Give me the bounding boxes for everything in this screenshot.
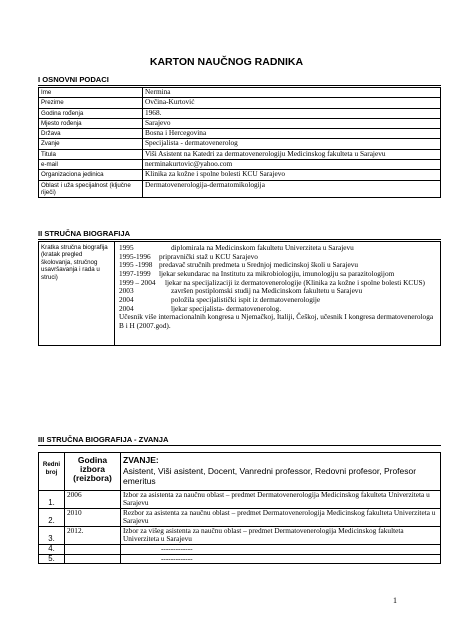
table-row [39, 508, 441, 526]
table-row [39, 180, 441, 198]
field-label: Organizaciona jedinica [39, 170, 143, 180]
row-year: 2006 [65, 490, 121, 508]
page-number: 1 [393, 596, 397, 605]
field-label: e-mail [39, 160, 143, 170]
section-divider [38, 85, 441, 86]
table-row [39, 98, 441, 108]
row-title: Rezbor za asistenta za naučnu oblast – predmet Dermatovenerologija Medicinskog fakulteta Univerziteta u Sarajevu [121, 508, 441, 526]
entry-text: položila specijalistički ispit iz dermatovenerologije [171, 294, 321, 304]
section-heading-titles: III STRUČNA BIOGRAFIJA - ZVANJA [38, 435, 169, 444]
field-label: Godina rođenja [39, 108, 143, 118]
field-label: Mjesto rođenja [39, 118, 143, 128]
table-row [39, 242, 441, 346]
title-options: Asistent, Viši asistent, Docent, Vanredni professor, Redovni profesor, Profesor emeritus [123, 465, 417, 486]
row-title: Izbor za asistenta za naučnu oblast – predmet Dermatovenerologija Medicinskog fakulteta Univerziteta u Sarajevu [121, 490, 441, 508]
row-number: 5. [39, 554, 65, 564]
field-label: Oblast i uža specijalnost (ključne riječi) [39, 180, 143, 198]
row-number: 4. [39, 545, 65, 555]
entry-year: 1995 [119, 243, 134, 252]
entry-text: ljekar na specijalizaciji iz dermatovenerologije (Klinika za kožne i spolne bolesti KCUS) [165, 277, 425, 287]
entry-text: diplomirala na Medicinskom fakultetu Univerziteta u Sarajevu [171, 243, 354, 252]
entry-text: pripravnički staž u KCU Sarajevo [159, 251, 258, 261]
field-label: Država [39, 129, 143, 139]
row-number: 3. [39, 526, 65, 544]
entry-text: ljekar specijalista- dermatovenerolog. [171, 303, 282, 313]
entry-text: predavač stručnih predmeta u Srednjoj medicinskoj školi u Sarajevu [159, 260, 358, 270]
column-header-number: Redni broj [39, 453, 65, 491]
field-label: Prezime [39, 98, 143, 108]
table-row [39, 170, 441, 180]
field-value: 1968. [143, 108, 441, 118]
row-number: 2. [39, 508, 65, 526]
field-value: Nermina [143, 88, 441, 98]
row-title: ------------- [121, 554, 441, 564]
row-year [65, 554, 121, 564]
table-row [39, 554, 441, 564]
document-title: KARTON NAUČNOG RADNIKA [149, 56, 304, 68]
biography-table [38, 241, 441, 346]
row-title: ------------- [121, 545, 441, 555]
entry-year: 1997-1999 [119, 268, 151, 278]
table-row [39, 118, 441, 128]
table-row [39, 526, 441, 544]
table-row [39, 160, 441, 170]
title-heading: ZVANJE: [123, 455, 159, 465]
entry-text: ljekar sekundarac na Institutu za mikrobiologiju, imunologiju sa parazitologijom [159, 268, 395, 278]
biography-label: Kratka stručna biografija (kratak pregled školovanja, stručnog usavršavanja i rada u struci) [39, 242, 115, 346]
field-value: Dermatovenerologija-dermatomikologija [143, 180, 441, 198]
entry-year: 1999 – 2004 [119, 277, 156, 287]
field-value: Klinika za kožne i spolne bolesti KCU Sarajevo [143, 170, 441, 180]
entry-text: završen postiplomski studij na Medicinskom fakultetu u Sarajevu [171, 286, 363, 296]
field-label: Titula [39, 149, 143, 159]
field-value: Bosna i Hercegovina [143, 129, 441, 139]
titles-table [38, 452, 441, 564]
field-value: Ovčina-Kurtović [143, 98, 441, 108]
table-header-row [39, 453, 441, 491]
table-row [39, 88, 441, 98]
table-row [39, 149, 441, 159]
table-row [39, 545, 441, 555]
section-divider [38, 239, 441, 240]
row-title: Izbor za višeg asistenta za naučnu oblast – predmet Dermatovenerologija Medicinskog fakulteta Univerziteta u Sarajevu [121, 526, 441, 544]
entry-year: 1995-1996 [119, 251, 151, 261]
entry-year: 2004 [119, 294, 134, 304]
table-row [39, 490, 441, 508]
section-heading-biography: II STRUČNA BIOGRAFIJA [38, 229, 131, 238]
field-label: Ime [39, 88, 143, 98]
section-heading-basic-data: I OSNOVNI PODACI [38, 75, 109, 84]
table-row [39, 129, 441, 139]
row-year: 2010 [65, 508, 121, 526]
table-row [39, 139, 441, 149]
row-year: 2012. [65, 526, 121, 544]
field-value: Sarajevo [143, 118, 441, 128]
biography-content [115, 242, 441, 346]
field-value: Specijalista - dermatovenerolog [143, 139, 441, 149]
row-number: 1. [39, 490, 65, 508]
entry-year: 2004 [119, 303, 134, 313]
entry-year: 2003 [119, 286, 134, 296]
section-divider [38, 445, 441, 446]
biography-closing: Učesnik više internacionalnih kongresa u Njemačkoj, Italiji, Češkoj, učesnik I kongresa dermatovenerologa B i H (2007.god). [119, 312, 434, 330]
row-year [65, 545, 121, 555]
entry-year: 1995 -1998 [119, 260, 153, 270]
field-label: Zvanje [39, 139, 143, 149]
column-header-year: Godina izbora (reizbora) [65, 453, 121, 491]
table-row [39, 108, 441, 118]
email-value: nerminakurtovic@yahoo.com [143, 160, 441, 170]
column-header-title [121, 453, 441, 491]
basic-data-table [38, 87, 441, 198]
field-value: Viši Asistent na Katedri za dermatovenerologiju Medicinskog fakulteta u Sarajevu [143, 149, 441, 159]
